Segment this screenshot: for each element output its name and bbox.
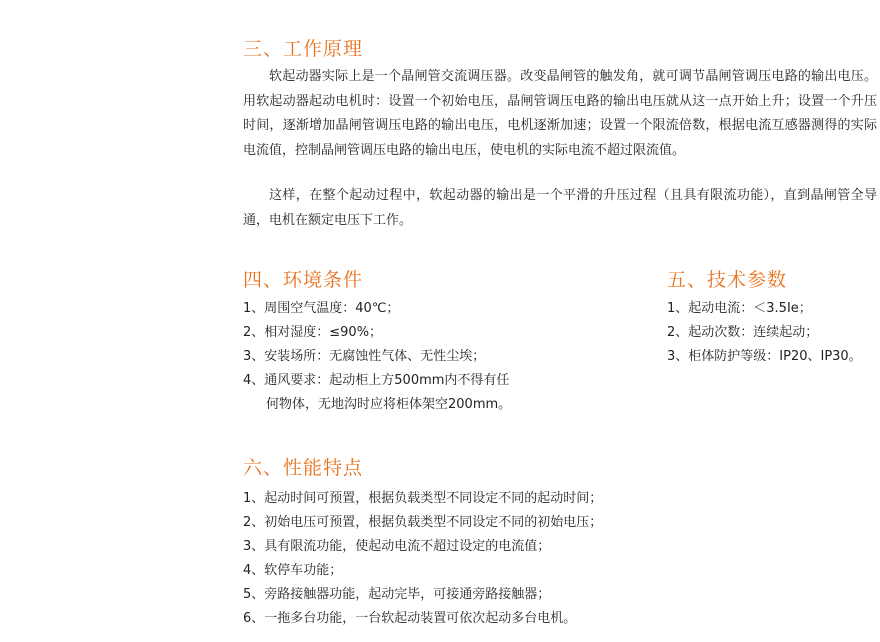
section6-item-5: 5、旁路接触器功能，起动完毕，可接通旁路接触器；	[243, 587, 551, 602]
section5-list	[667, 297, 877, 369]
section3-paragraph-2: 这样，在整个起动过程中，软起动器的输出是一个平滑的升压过程（且具有限流功能），直到晶闸管全导通，电机在额定电压下工作。	[243, 188, 877, 228]
section4-item-3: 3、安装场所：无腐蚀性气体、无性尘埃；	[243, 349, 486, 364]
section3-title: 三、工作原理	[243, 38, 364, 60]
section5-item-3: 3、柜体防护等级：IP20、IP30。	[667, 349, 862, 364]
section6-item-3: 3、具有限流功能，使起动电流不超过设定的电流值；	[243, 539, 551, 554]
section5-item-2: 2、起动次数：连续起动；	[667, 325, 819, 340]
section4-item-1: 1、周围空气温度：40℃；	[243, 301, 400, 316]
section4-list	[243, 297, 583, 417]
section4-item-4-line1: 4、通风要求：起动柜上方500mm内不得有任	[243, 373, 510, 388]
section5-item-1: 1、起动电流：＜3.5Ie；	[667, 301, 812, 316]
section4-item-4-line2: 何物体，无地沟时应将柜体架空200mm。	[266, 397, 512, 412]
section4-item-4	[243, 369, 583, 417]
section5-title: 五、技术参数	[667, 269, 788, 291]
section4-title: 四、环境条件	[243, 269, 364, 291]
section6-item-1: 1、起动时间可预置，根据负载类型不同设定不同的起动时间；	[243, 491, 603, 506]
section6-item-4: 4、软停车功能；	[243, 563, 343, 578]
section6-item-6: 6、一拖多台功能，一台软起动装置可依次起动多台电机。	[243, 611, 577, 626]
section6-list	[243, 487, 863, 631]
section4-item-2: 2、相对湿度：≤90%；	[243, 325, 383, 340]
section3-paragraph-1: 软起动器实际上是一个晶闸管交流调压器。改变晶闸管的触发角，就可调节晶闸管调压电路的输出电压。用软起动器起动电机时：设置一个初始电压，晶闸管调压电路的输出电压就从这一点开始上升；设置一个升压时间，逐渐增加晶闸管调压电路的输出电压，电机逐渐加速；设置一个限流倍数，根据电流互感器测得的实际电流值，控制晶闸管调压电路的输出电压，使电机的实际电流不超过限流值。	[243, 69, 877, 158]
section6-item-2: 2、初始电压可预置，根据负载类型不同设定不同的初始电压；	[243, 515, 603, 530]
section6-title: 六、性能特点	[243, 457, 364, 479]
